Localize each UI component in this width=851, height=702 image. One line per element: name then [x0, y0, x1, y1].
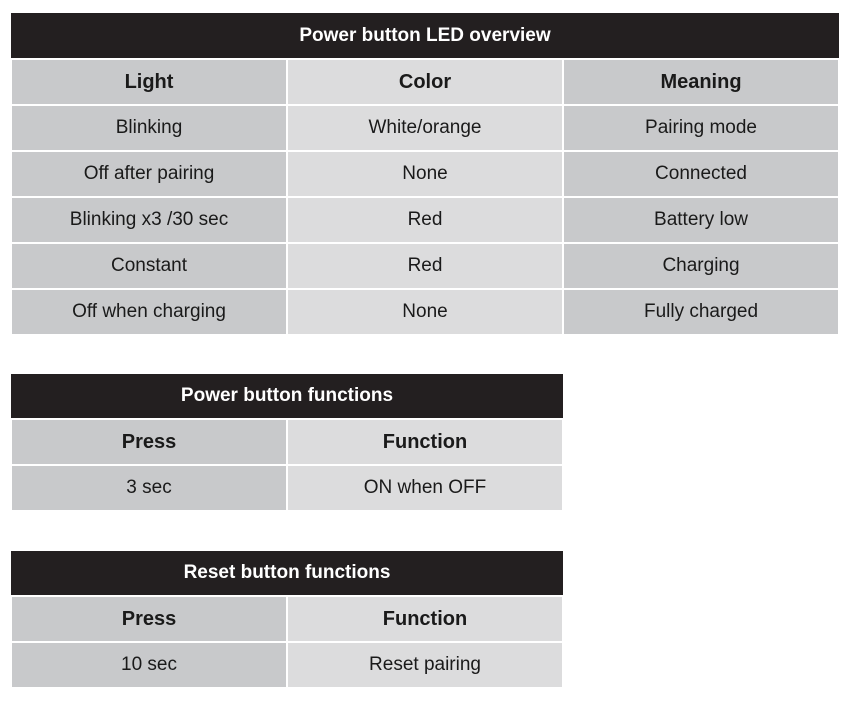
cell-function: ON when OFF: [287, 465, 563, 511]
column-header-color: Color: [287, 59, 563, 105]
cell-color: White/orange: [287, 105, 563, 151]
cell-meaning: Connected: [563, 151, 839, 197]
reset-button-functions-table: [10, 551, 564, 689]
cell-light: Off after pairing: [11, 151, 287, 197]
column-header-function: Function: [287, 596, 563, 642]
column-header-meaning: Meaning: [563, 59, 839, 105]
power-table-title: Power button functions: [11, 374, 563, 419]
table-row: [11, 197, 839, 243]
table-title-row: [11, 551, 563, 596]
cell-light: Blinking: [11, 105, 287, 151]
table-row: [11, 151, 839, 197]
table-header-row: [11, 59, 839, 105]
table-title-row: [11, 13, 839, 59]
cell-meaning: Fully charged: [563, 289, 839, 335]
cell-light: Constant: [11, 243, 287, 289]
column-header-press: Press: [11, 419, 287, 465]
led-table-title: Power button LED overview: [11, 13, 839, 59]
table-title-row: [11, 374, 563, 419]
cell-color: None: [287, 151, 563, 197]
cell-color: Red: [287, 243, 563, 289]
cell-press: 10 sec: [11, 642, 287, 688]
power-button-functions-table: [10, 374, 564, 512]
cell-function: Reset pairing: [287, 642, 563, 688]
led-overview-table: [10, 13, 840, 336]
cell-press: 3 sec: [11, 465, 287, 511]
table-row: [11, 289, 839, 335]
cell-color: None: [287, 289, 563, 335]
table-header-row: [11, 596, 563, 642]
cell-color: Red: [287, 197, 563, 243]
table-row: [11, 105, 839, 151]
cell-meaning: Charging: [563, 243, 839, 289]
column-header-press: Press: [11, 596, 287, 642]
cell-meaning: Battery low: [563, 197, 839, 243]
column-header-light: Light: [11, 59, 287, 105]
table-row: [11, 465, 563, 511]
cell-light: Blinking x3 /30 sec: [11, 197, 287, 243]
column-header-function: Function: [287, 419, 563, 465]
cell-meaning: Pairing mode: [563, 105, 839, 151]
reset-table-title: Reset button functions: [11, 551, 563, 596]
table-header-row: [11, 419, 563, 465]
cell-light: Off when charging: [11, 289, 287, 335]
table-row: [11, 642, 563, 688]
table-row: [11, 243, 839, 289]
